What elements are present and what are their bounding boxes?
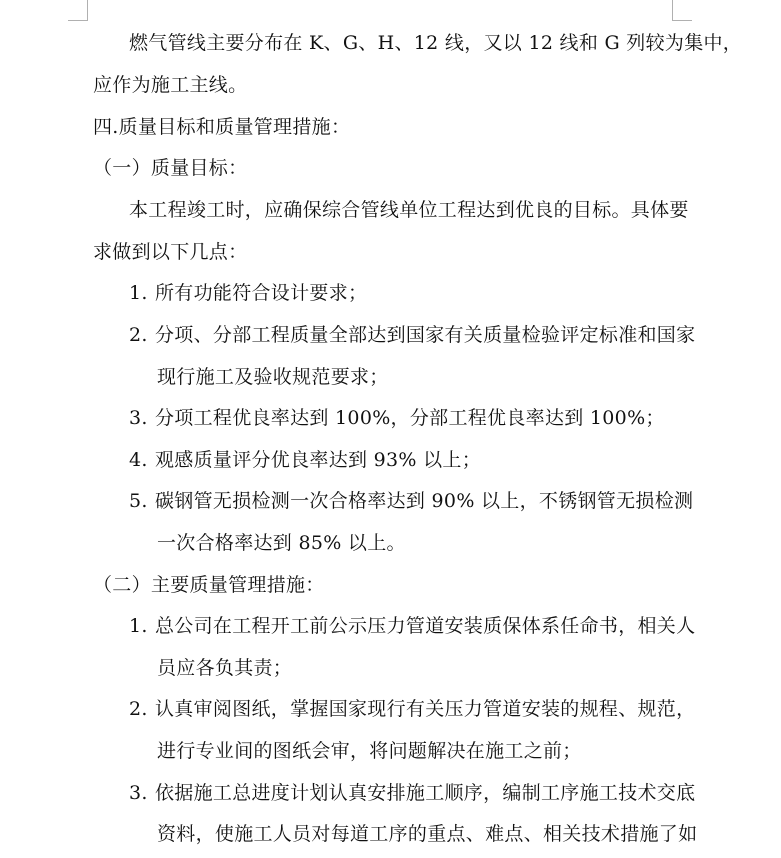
list-item-number: 5.: [129, 490, 148, 512]
crop-mark-top-left-vertical: [87, 0, 88, 20]
list-item-text: 认真审阅图纸，掌握国家现行有关压力管道安装的规程、规范，: [155, 698, 696, 720]
paragraph-gas-line-1: 燃气管线主要分布在 K、G、H、12 线，又以 12 线和 G 列较为集中，: [129, 32, 743, 54]
list-item: [129, 439, 481, 481]
list-item-text: 总公司在工程开工前公示压力管道安装质保体系任命书，相关人: [155, 615, 696, 637]
list-item: [129, 688, 695, 730]
paragraph-gas-line-2: 应作为施工主线。: [93, 74, 248, 96]
sub-heading-quality-measures: （二）主要质量管理措施：: [93, 574, 325, 596]
list-item-text: 分项工程优良率达到 100%，分部工程优良率达到 100%；: [155, 407, 665, 429]
list-item-text: 碳钢管无损检测一次合格率达到 90% 以上，不锈钢管无损检测: [155, 490, 694, 512]
sub-heading-quality-goal: （一）质量目标：: [93, 157, 248, 179]
list-item: [129, 772, 695, 814]
list-item: [129, 272, 367, 314]
paragraph-goal-line-2: 求做到以下几点：: [93, 241, 248, 263]
list-item-number: 1.: [129, 615, 148, 637]
list-item: [129, 397, 665, 439]
list-item-continuation: 员应各负其责；: [157, 657, 293, 679]
list-item-number: 1.: [129, 282, 148, 304]
list-item: [129, 314, 695, 356]
list-item-text: 分项、分部工程质量全部达到国家有关质量检验评定标准和国家: [155, 324, 696, 346]
list-item-text: 观感质量评分优良率达到 93% 以上；: [155, 449, 482, 471]
list-item-continuation: 一次合格率达到 85% 以上。: [157, 532, 406, 554]
section-heading: 四.质量目标和质量管理措施：: [93, 116, 351, 138]
list-item: [129, 480, 693, 522]
list-item-number: 2.: [129, 698, 148, 720]
list-item-text: 依据施工总进度计划认真安排施工顺序，编制工序施工技术交底: [155, 782, 696, 804]
list-item-text: 所有功能符合设计要求；: [155, 282, 368, 304]
crop-mark-top-right-horizontal: [672, 20, 692, 21]
list-item: [129, 605, 695, 647]
list-item-continuation: 进行专业间的图纸会审，将问题解决在施工之前；: [157, 740, 582, 762]
list-item-number: 2.: [129, 324, 148, 346]
list-item-number: 3.: [129, 407, 148, 429]
paragraph-goal-line-1: 本工程竣工时，应确保综合管线单位工程达到优良的目标。具体要: [129, 199, 689, 221]
list-item-number: 4.: [129, 449, 148, 471]
crop-mark-top-right-vertical: [672, 0, 673, 20]
list-item-continuation: 现行施工及验收规范要求；: [157, 366, 389, 388]
crop-mark-top-left-horizontal: [68, 20, 88, 21]
list-item-continuation: 资料，使施工人员对每道工序的重点、难点、相关技术措施了如: [157, 823, 698, 845]
list-item-number: 3.: [129, 782, 148, 804]
